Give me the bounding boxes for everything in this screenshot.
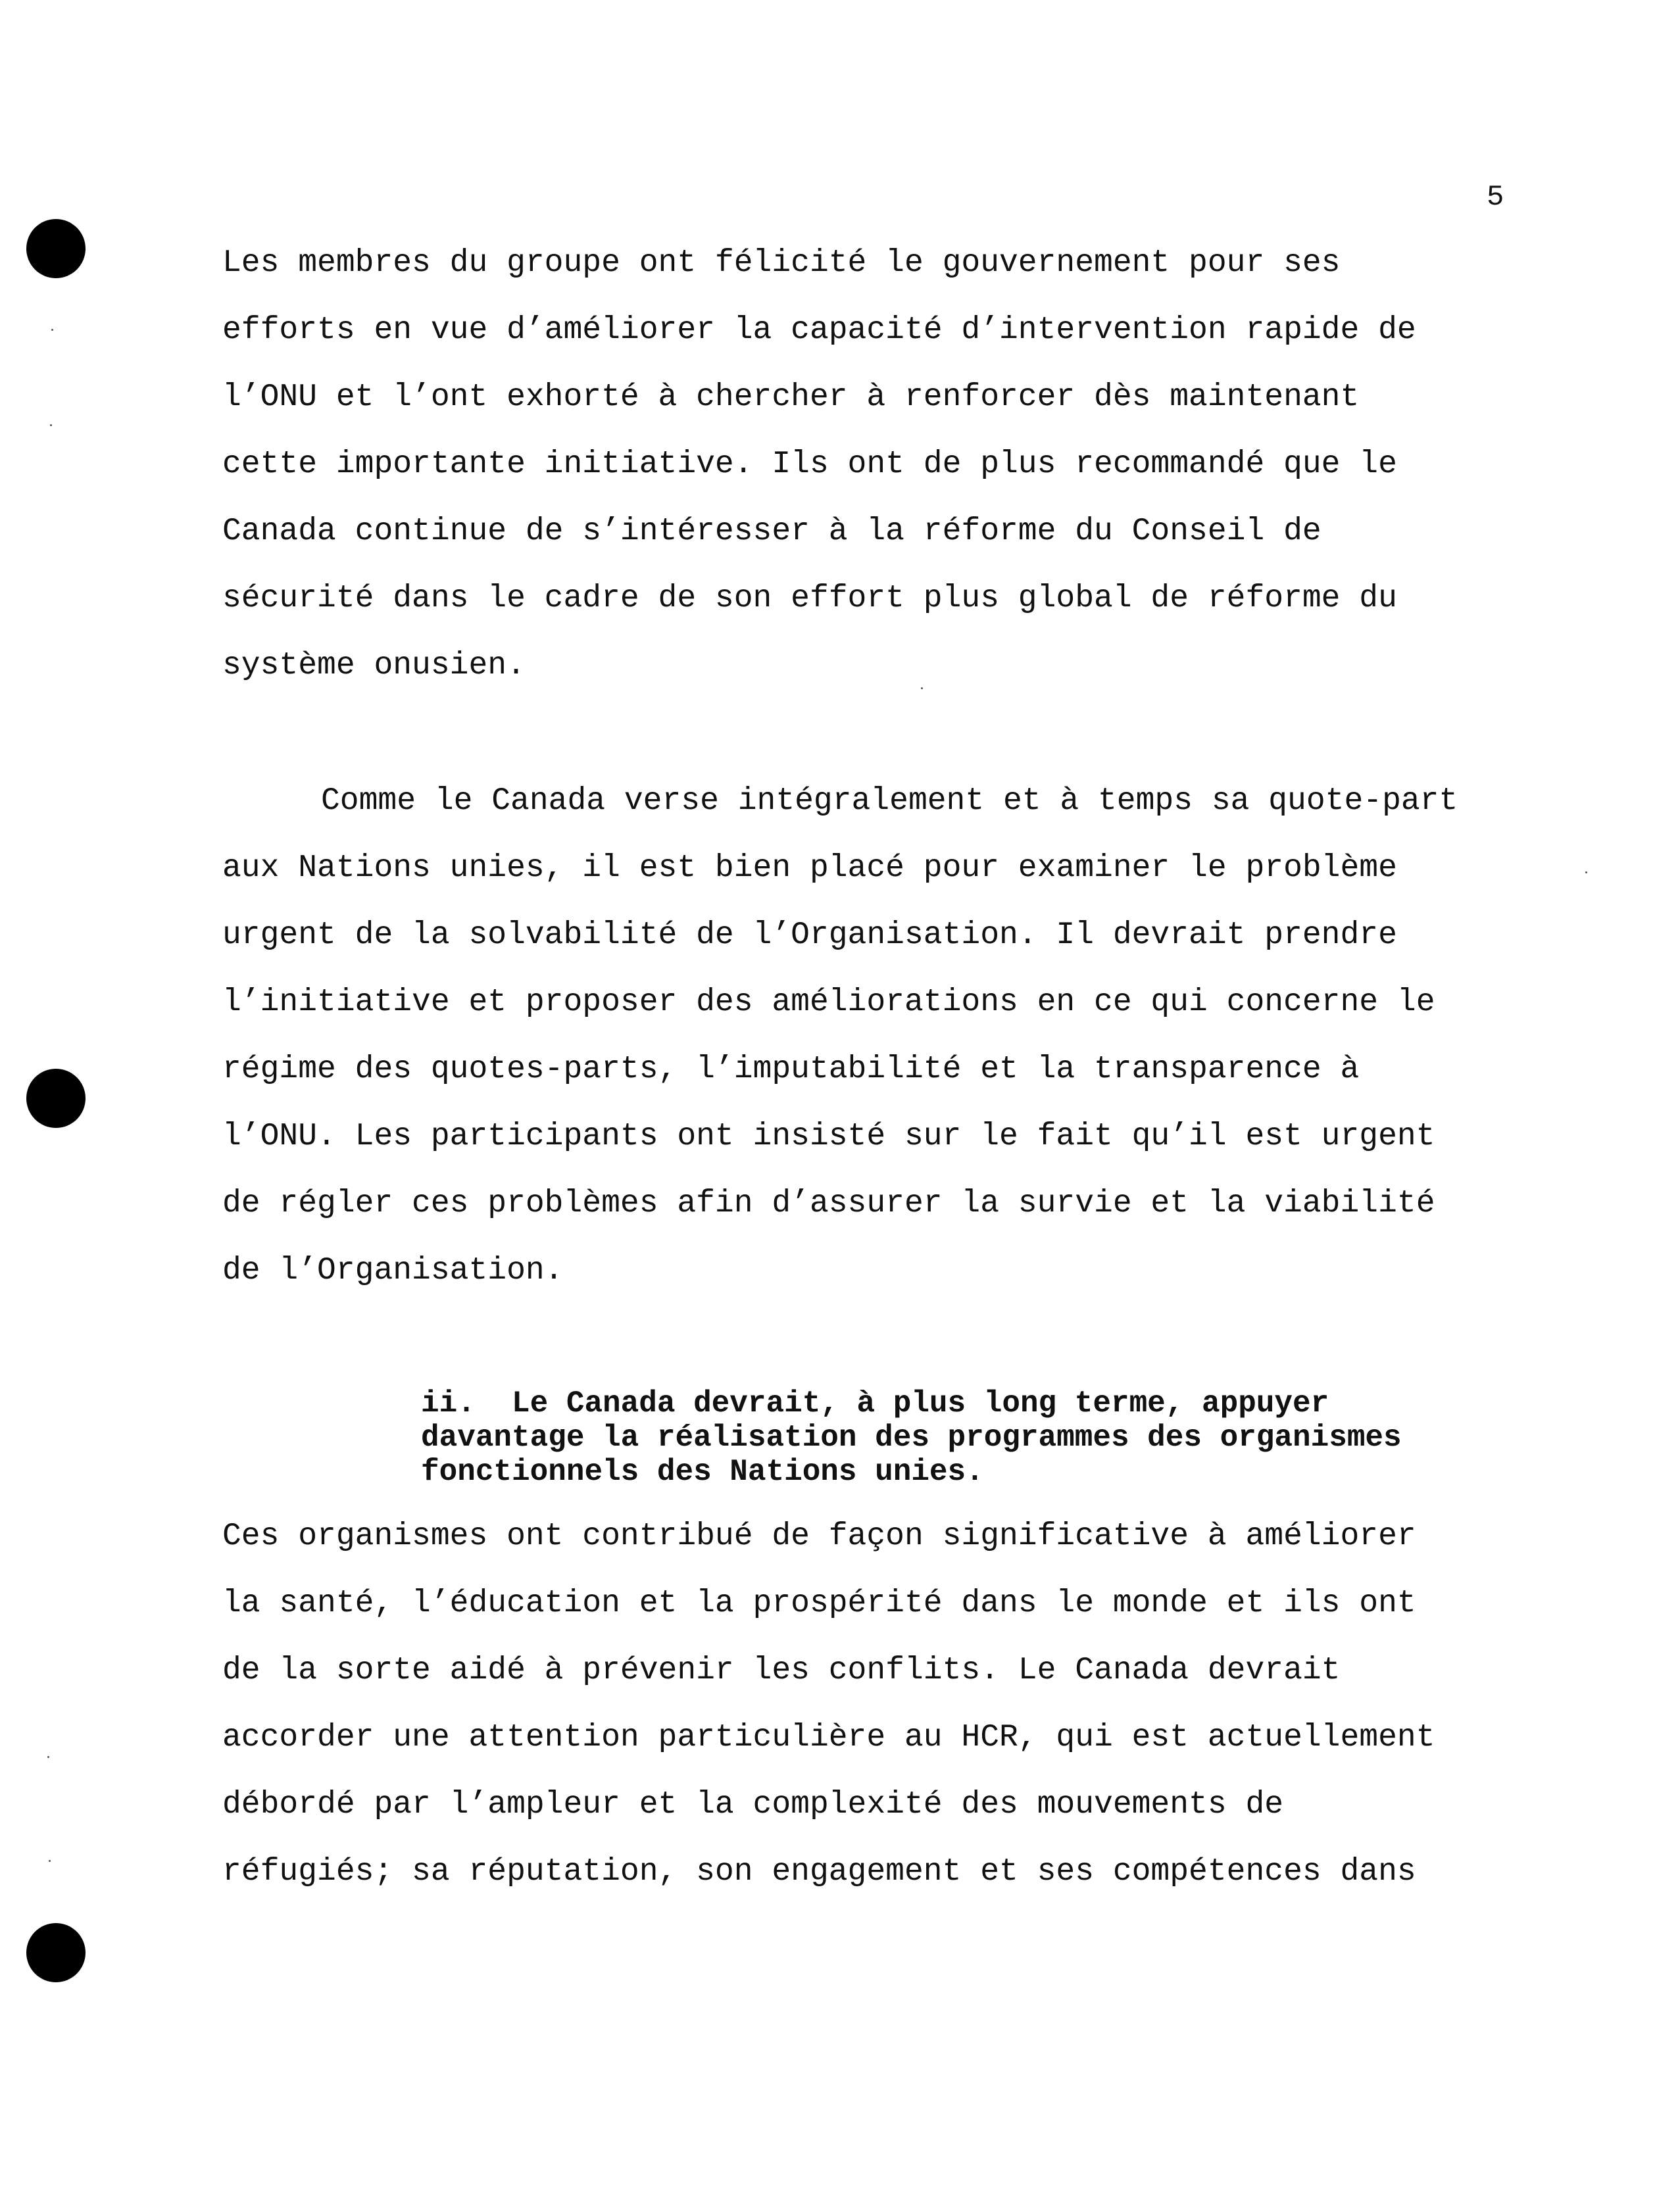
text-line: urgent de la solvabilité de l’Organisation. Il devrait prendre [222, 917, 1397, 953]
text-line: efforts en vue d’améliorer la capacité d’intervention rapide de [222, 312, 1416, 348]
punch-hole-middle [26, 1069, 86, 1128]
heading-line: davantage la réalisation des programmes des organismes [421, 1421, 1402, 1455]
page-number: 5 [1487, 181, 1504, 214]
text-line: l’initiative et proposer des améliorations en ce qui concerne le [222, 985, 1435, 1020]
text-line: sécurité dans le cadre de son effort plus global de réforme du [222, 581, 1397, 616]
text-line: l’ONU et l’ont exhorté à chercher à renforcer dès maintenant [222, 379, 1360, 415]
text-line: de l’Organisation. [222, 1253, 564, 1288]
punch-hole-bottom [26, 1923, 86, 1982]
scan-speck [49, 1860, 51, 1862]
text-line: Canada continue de s’intéresser à la réforme du Conseil de [222, 514, 1322, 549]
text-line: de régler ces problèmes afin d’assurer la survie et la viabilité [222, 1186, 1435, 1221]
heading-line: ii. Le Canada devrait, à plus long terme, appuyer [421, 1386, 1329, 1421]
scan-speck [47, 1756, 49, 1758]
heading-line: fonctionnels des Nations unies. [421, 1455, 984, 1489]
text-line: accorder une attention particulière au HCR, qui est actuellement [222, 1720, 1435, 1755]
text-line: Comme le Canada verse intégralement et à temps sa quote-part [321, 783, 1458, 819]
scan-speck [921, 687, 923, 689]
punch-hole-top [26, 219, 86, 278]
text-line: de la sorte aidé à prévenir les conflits. Le Canada devrait [222, 1653, 1341, 1688]
scan-speck [1585, 871, 1587, 873]
text-line: régime des quotes-parts, l’imputabilité et la transparence à [222, 1052, 1360, 1087]
scan-speck [50, 424, 52, 426]
text-line: la santé, l’éducation et la prospérité dans le monde et ils ont [222, 1586, 1416, 1621]
text-line: Les membres du groupe ont félicité le gouvernement pour ses [222, 245, 1341, 281]
text-line: Ces organismes ont contribué de façon significative à améliorer [222, 1519, 1416, 1554]
text-line: aux Nations unies, il est bien placé pour examiner le problème [222, 850, 1397, 886]
text-line: système onusien. [222, 648, 526, 683]
text-line: réfugiés; sa réputation, son engagement et ses compétences dans [222, 1854, 1416, 1890]
text-line: débordé par l’ampleur et la complexité des mouvements de [222, 1787, 1284, 1822]
text-line: l’ONU. Les participants ont insisté sur le fait qu’il est urgent [222, 1119, 1435, 1154]
text-line: cette importante initiative. Ils ont de plus recommandé que le [222, 447, 1397, 482]
scan-speck [51, 329, 53, 331]
